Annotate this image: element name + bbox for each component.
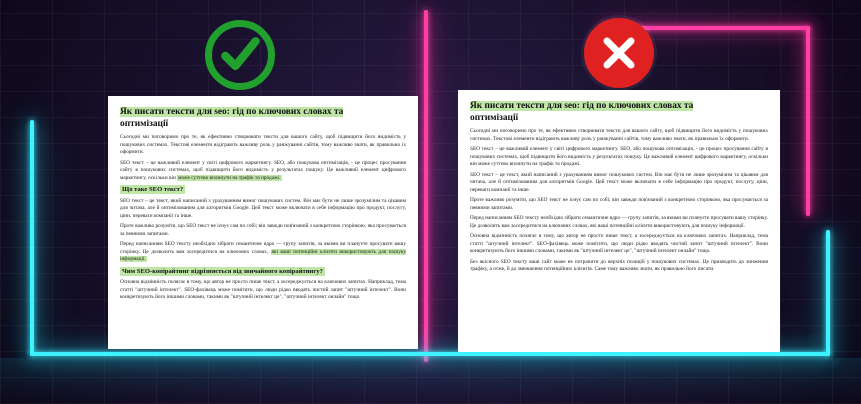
neon-divider-pink-vertical bbox=[424, 10, 428, 362]
good-doc-paragraph: Перед написанням SEO тексту необхідно зібрати семантичне ядро — групу запитів, за якими ви плануєте просувати вашу сторінку. Це дозволить вам зосередитися на ключових словах, які ваші потенційні клієнти використовують для пошуку інформації. bbox=[120, 241, 406, 263]
bad-doc-title-line2: оптимізації bbox=[470, 113, 519, 124]
good-doc-heading-2-text: Що таке SEO текст? bbox=[122, 186, 184, 194]
good-doc-paragraph: Проте важливо розуміти, що SEO текст не існує сам по собі; він завжди пов'язаний з конкретною сторінкою, яка просувається за певними запитами. bbox=[120, 223, 406, 237]
good-doc-title-line2: оптимізації bbox=[120, 119, 169, 130]
neon-accent-cyan-left bbox=[30, 120, 34, 356]
good-doc-title-line1: Як писати тексти для seo: гід по ключових словах та bbox=[120, 107, 344, 117]
good-doc-paragraph: Основна відмінність полягає в тому, що автор не просто пише текст, а зосереджується на ключових запитах. Наприклад, тема статті "штучний інтелект". SEO-фахівець може помітити, що люди рідко вводять чистий запит "штучний інтелект". Вони конкретизують його іншими словами, такими як "штучний інтелект це", "штучний інтелект онлайн" тощо. bbox=[120, 279, 406, 301]
check-mark-icon bbox=[205, 20, 275, 90]
good-doc-heading-2 bbox=[120, 186, 406, 195]
good-example-document bbox=[108, 96, 418, 349]
good-doc-paragraph: Сьогодні ми поговоримо про те, як ефективно створювати тексти для вашого сайту, щоб підвищити його видимість у пошукових системах. Текстові елементи відіграють важливу роль у ранжуванні сайтів, тому важливо знати, як правильно їх оформити. bbox=[120, 134, 406, 156]
good-doc-heading-3-text: Чим SEO-копірайтинг відрізняється від звичайного копірайтингу? bbox=[122, 267, 323, 275]
good-doc-paragraph bbox=[120, 160, 406, 183]
neon-accent-pink-right bbox=[806, 26, 810, 216]
good-doc-title bbox=[120, 106, 406, 130]
bad-doc-paragraph: Перед написанням SEO тексту необхідно зібрати семантичне ядро — групу запитів, за якими ви плануєте просувати вашу сторінку. Це дозволить вам зосередитися на ключових словах, які ваші потенційні клієнти використовують для пошуку інформації. bbox=[470, 215, 768, 229]
highlighted-text: може суттєво вплинути на трафік та продажі. bbox=[178, 174, 281, 181]
bad-doc-paragraph: SEO текст – це текст, який написаний з урахуванням вимог пошукових систем. Він має бути не лише зрозумілим та цікавим для читача, але й оптимізованим для алгоритмів Google. Цей текст може включати в себе інформацію про продукт, послугу, ціни, переваги компанії та інше. bbox=[470, 171, 768, 193]
good-doc-heading-3 bbox=[120, 268, 406, 277]
bad-example-document bbox=[458, 90, 780, 352]
bad-doc-paragraph: Проте важливо розуміти, що SEO текст не існує сам по собі; він завжди пов'язаний з конкретною сторінкою, яка просувається за певними запитами. bbox=[470, 197, 768, 211]
bad-doc-title-line1: Як писати тексти для seo: гід по ключових словах та bbox=[470, 101, 694, 111]
neon-accent-cyan-right bbox=[826, 230, 830, 356]
bad-doc-paragraph: SEO текст – це важливий елемент у світі цифрового маркетингу. SEO, або пошукова оптимізація, - це процес просування сайту в пошукових системах, щоб підвищити його видимість у результатах пошуку. Це важливий елемент цифрового маркетингу, оскільки він може суттєво вплинути на трафік та продажі. bbox=[470, 146, 768, 168]
bad-doc-title bbox=[470, 100, 768, 124]
floor-glow bbox=[0, 358, 861, 404]
bad-doc-paragraph: Сьогодні ми поговоримо про те, як ефективно створювати тексти для вашого сайту, щоб підвищити його видимість у пошукових системах. Текстові елементи відіграють важливу роль у ранжуванні сайтів, тому важливо знати, як правильно їх оформити. bbox=[470, 128, 768, 142]
cross-mark-icon bbox=[584, 18, 654, 88]
highlighted-text: які ваші потенційні клієнти використовують для пошуку інформації. bbox=[120, 248, 406, 263]
good-doc-paragraph: SEO текст – це текст, який написаний з урахуванням вимог пошукових систем. Він має бути не лише зрозумілим та цікавим для читача, але й оптимізованим для алгоритмів Google. Цей текст може включати в себе інформацію про продукт, послугу, ціни, переваги компанії та інше. bbox=[120, 197, 406, 219]
bad-doc-paragraph: Без якісного SEO тексту ваші сайт може не потрапити до верхніх позицій у пошукових системах. Це призводить до зниження трафіку, а отже, й до зменшення потенційних клієнтів. Саме тому важливо знати, як правильно його писати. bbox=[470, 258, 768, 273]
neon-accent-cyan-bottom bbox=[30, 352, 830, 356]
bad-doc-paragraph: Основна відмінність полягає в тому, що автор не просто пише текст, а зосереджується на ключових запитах. Наприклад, тема статті "штучний інтелект". SEO-фахівець може помітити, що люди рідко вводять чистий запит "штучний інтелект". Вони конкретизують його іншими словами, такими як "штучний інтелект це", "штучний інтелект онлайн" тощо. bbox=[470, 233, 768, 255]
good-doc-paragraph-text: SEO текст – це важливий елемент у світі цифрового маркетингу. SEO, або пошукова оптимізація, - це процес просування сайту в пошукових системах, щоб підвищити його видимість у результатах пошуку. Це важливий елемент цифрового маркетингу, оскільки він може суттєво вплинути на трафік та продажі. bbox=[120, 159, 406, 181]
